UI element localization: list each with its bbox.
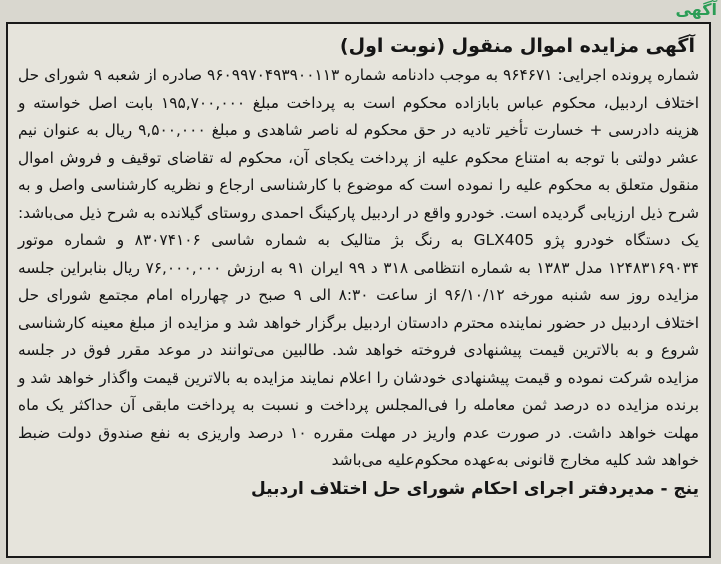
notice-title: آگهی مزایده اموال منقول (نوبت اول) bbox=[339, 35, 695, 57]
notice-signature: ینج - مدیردفتر اجرای احکام شورای حل اختلاف اردبیل bbox=[250, 478, 699, 499]
corner-stamp-text: آگهی bbox=[675, 0, 717, 19]
notice-body: شماره پرونده اجرایی: ۹۶۴۶۷۱ به موجب دادنامه شماره ۹۶۰۹۹۷۰۴۹۳۹۰۰۱۱۳ صادره از شعبه ۹ شورای حل اختلاف اردبیل، محکوم عباس بابازاده محکوم است به پرداخت مبلغ ۱۹۵,۷۰۰,۰۰۰ بابت اصل خواسته و هزینه دادرسی + خسارت تأخیر تادیه در حق محکوم له ناصر شاهدی و مبلغ ۹,۵۰۰,۰۰۰ ریال به عنوان نیم عشر دولتی با توجه به امتناع محکوم علیه از پرداخت یکجای آن، محکوم له تقاضای توقیف و فروش اموال منقول متعلق به محکوم علیه را نموده است که موضوع با کارشناسی ارجاع و نظریه کارشناسی واصل و به شرح ذیل ارزیابی گردیده است. خودرو واقع در اردبیل پارکینگ احمدی روستای گیلانده به شرح ذیل می‌باشد: یک دستگاه خودرو پژو GLX405 به رنگ بژ متالیک به شماره شاسی ۸۳۰۷۴۱۰۶ و شماره موتور ۱۲۴۸۳۱۶۹۰۳۴ مدل ۱۳۸۳ به شماره انتظامی ۳۱۸ د ۹۹ ایران ۹۱ به ارزش ۷۶,۰۰۰,۰۰۰ ریال بنابراین جلسه مزایده روز سه شنبه مورخه ۹۶/۱۰/۱۲ از ساعت ۸:۳۰ الی ۹ صبح در چهارراه امام مجتمع شورای حل اختلاف اردبیل در حضور نماینده محترم دادستان اردبیل برگزار خواهد شد و مزایده از مبلغ معینه کارشناسی شروع و به بالاترین قیمت پیشنهادی فروخته خواهد شد. طالبین می‌توانند در موعد مقرر فوق در جلسه مزایده شرکت نموده و قیمت پیشنهادی خودشان را اعلام نمایند مزایده به بالاترین قیمت واگذار خواهد شد و برنده مزایده ده درصد ثمن معامله را فی‌المجلس پرداخت و نسبت به پرداخت مابقی آن حداکثر یک ماه مهلت خواهد داشت. در صورت عدم واریز در مهلت مقرره ۱۰ درصد واریزی به نفع صندوق دولت ضبط خواهد شد کلیه مخارج قانونی به‌عهده محکوم‌علیه می‌باشد bbox=[18, 66, 700, 469]
auction-notice bbox=[6, 22, 711, 558]
